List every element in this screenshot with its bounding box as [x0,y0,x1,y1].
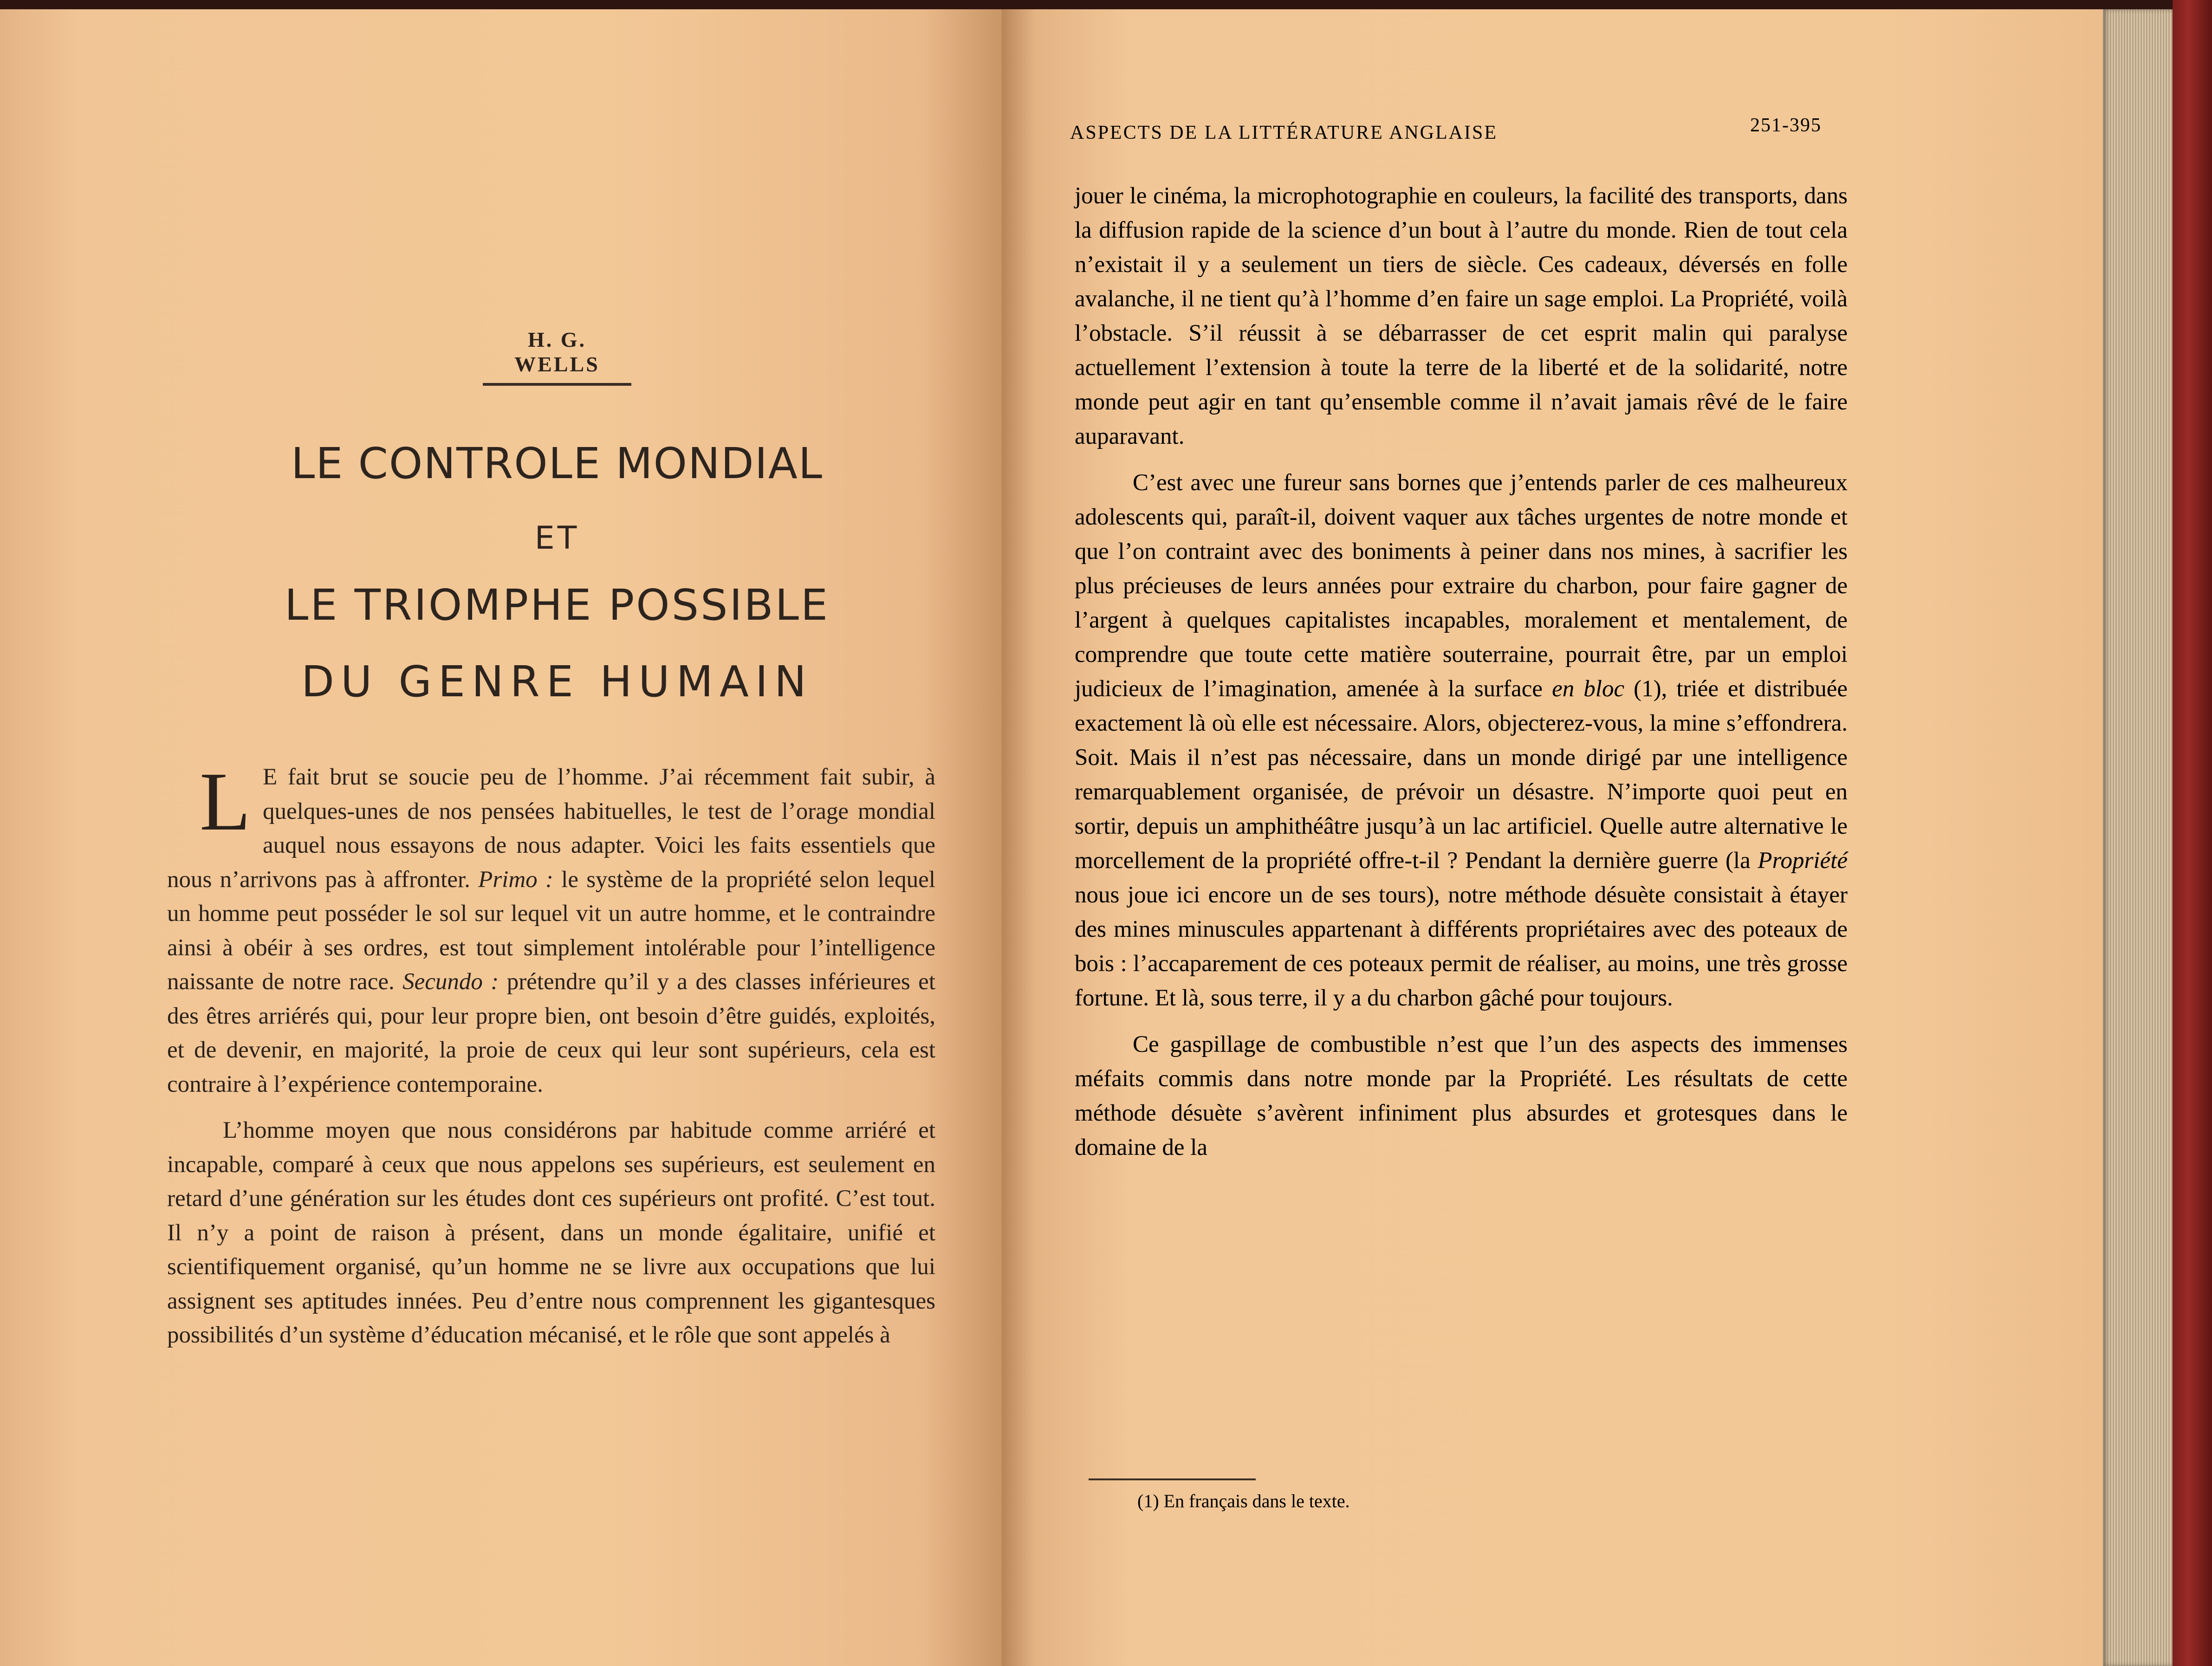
italic-term-secundo: Secundo : [402,969,499,995]
italic-term-propriete: Propriété [1758,848,1848,874]
paragraph-3: jouer le cinéma, la microphotographie en couleurs, la facilité des transports, dans la diffusion rapide de la science d’un bout à l’autre du monde. Rien de tout cela n’existait il y a seulement un tiers de siècle. Ces cadeaux, déversés en folle avalanche, il ne tient qu’à l’homme d’en faire un sage emploi. La Propriété, voilà l’obstacle. S’il réussit à se débarrasser de cet esprit malin qui paralyse actuellement l’extension à toute la terre de la liberté et de la solidarité, notre monde peut agir en tant qu’ensemble comme il n’avait jamais rêvé de le faire auparavant. [1075,183,1848,449]
paragraph-4 [1075,466,1848,1015]
title-line-1: LE CONTROLE MONDIAL [291,439,824,488]
text-run: E fait brut se soucie peu de l’homme. J’ai récemment fait subir, à quelques-unes de nos pensées habituelles, le test de l’orage mondial auquel nous essayons de nous adapter. Voici les faits essentiels que nous n’arrivons pas à affronter. [167,764,935,893]
italic-term-en-bloc: en bloc [1552,676,1625,702]
footnote: (1) En français dans le texte. [1137,1491,1350,1511]
title-line-3: LE TRIOMPHE POSSIBLE [284,580,830,630]
drop-cap: L [200,755,251,848]
page-edges [2103,9,2173,1666]
author-name: H. G. WELLS [483,327,631,386]
paragraph-1 [167,755,935,1102]
text-run: prétendre qu’il y a des classes inférieures et des êtres arriérés qui, pour leur propre bien, ont besoin d’être guidés, exploités, et de devenir, en majorité, la proie de ceux qui leur sont supérieurs, cela est contraire à l’expérience contemporaine. [167,969,935,1097]
title-line-2: ET [534,520,580,557]
left-body-text [167,755,935,1353]
title-line-4: DU GENRE HUMAIN [301,657,813,707]
left-page [0,9,1002,1666]
page-number: 251-395 [1750,115,1822,136]
text-run: C’est avec une fureur sans bornes que j’entends parler de ces malheureux adolescents qui, paraît-il, doivent vaquer aux tâches urgentes de notre monde et que l’on contraint avec des boniments à peiner dans nos mines, à sacrifier les plus précieuses de leurs années pour extraire du charbon, pour faire gagner de l’argent à quelques capitalistes incapables, moralement et mentalement, de comprendre que toute cette matière souterraine, pourrait être, par un emploi judicieux de l’imagination, amenée à la surface [1075,470,1848,702]
footnote-rule [1089,1478,1256,1480]
book-cover-edge [2173,0,2212,1666]
text-run: (1), triée et distribuée exactement là où elle est nécessaire. Alors, objecterez-vous, la mine s’effondrera. Soit. Mais il n’est pas nécessaire, dans un monde dirigé par une intelligence remarquablement organisée, de prévoir un désastre. N’importe quoi peut en sortir, depuis un amphithéâtre jusqu’à un lac artificiel. Quelle autre alternative le morcellement de la propriété offre-t-il ? Pendant la dernière guerre (la [1075,676,1848,874]
paragraph-2: L’homme moyen que nous considérons par habitude comme arriéré et incapable, comparé à ceux que nous appelons ses supérieurs, est seulement en retard d’une génération sur les études dont ces supérieurs ont profité. C’est tout. Il n’y a point de raison à présent, dans un monde égalitaire, unifié et scientifiquement organisé, qu’un homme ne se livre aux occupations que lui assignent ses aptitudes innées. Peu d’entre nous comprennent les gigantesques possibilités d’un système d’éducation mécanisé, et le rôle que sont appelés à [167,1117,935,1348]
paragraph-5: Ce gaspillage de combustible n’est que l’un des aspects des immenses méfaits commis dans notre monde par la Propriété. Les résultats de cette méthode désuète s’avèrent infiniment plus absurdes et grotesques dans le domaine de la [1075,1031,1848,1160]
text-run: le système de la propriété selon lequel un homme peut posséder le sol sur lequel vit un autre homme, et le contraindre ainsi à obéir à ses ordres, est tout simplement intolérable pour l’intelligence naissante de notre race. [167,866,935,995]
text-run: nous joue ici encore un de ses tours), notre méthode désuète consistait à étayer des mines minuscules appartenant à différents propriétaires avec des poteaux de bois : l’accaparement de ces poteaux permit de réaliser, au moins, une très grosse fortune. Et là, sous terre, il y a du charbon gâché pour toujours. [1075,882,1848,1011]
italic-term-primo: Primo : [478,866,553,893]
running-head: ASPECTS DE LA LITTÉRATURE ANGLAISE [1070,122,1498,143]
right-body-text [1075,179,1848,1165]
